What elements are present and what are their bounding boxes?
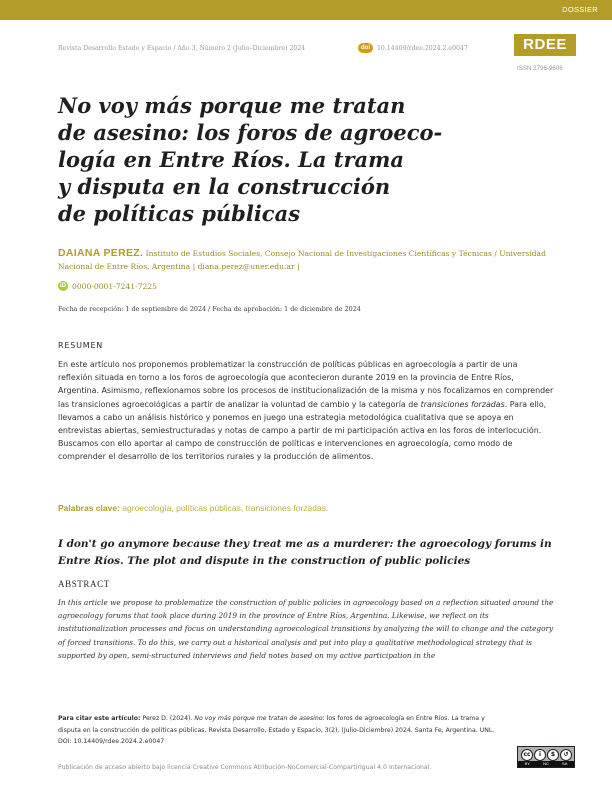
keywords-label: Palabras clave: xyxy=(58,503,120,513)
resumen-heading: RESUMEN xyxy=(58,341,104,350)
author-block xyxy=(58,247,553,273)
title-line: de políticas públicas xyxy=(58,201,301,226)
cc-label-sa: SA xyxy=(562,761,568,766)
orcid-link[interactable]: 0000-0001-7241-7225 xyxy=(72,282,157,291)
abstract-text: In this article we propose to problematize the construction of public policies in agroecology based on a reflection situated around the agroecology forums that took place during 2019 in the province of Entre Ríos, Argentina. Likewise, we reflect on its institutionalization processes and focus on understanding agroecological transitions by analyzing the will to change and the category of forced transitions. To do this, we carry out a historical analysis and put into play a qualitative methodological strategy that is supported by open, semi-structured interviews and field notes based on my active participation in the xyxy=(58,598,554,660)
cc-label-by: BY xyxy=(524,761,530,766)
top-bar xyxy=(0,0,612,20)
author-affiliation[interactable]: Instituto de Estudios Sociales, Consejo Nacional de Investigaciones Científicas y Técnicas / Universidad Nacional de Entre Ríos, Argentina | diana.perez@uner.edu.ar | xyxy=(58,249,546,271)
creative-commons-badge[interactable] xyxy=(517,746,575,768)
title-line: logía en Entre Ríos. La trama xyxy=(58,147,404,172)
title-line: No voy más porque me tratan xyxy=(58,93,406,118)
attribution-icon: i xyxy=(534,749,546,761)
title-line: y disputa en la construcción xyxy=(58,174,391,199)
journal-issue: Año 3, Número 2 (Julio–Diciembre) 2024 xyxy=(177,45,306,52)
keywords xyxy=(58,503,328,513)
doi-link[interactable]: 10.14409/rdee.2024.2.e0047 xyxy=(377,45,468,52)
orcid-icon: iD xyxy=(60,283,66,289)
citation-label: Para citar este artículo: xyxy=(58,715,141,722)
journal-logo: RDEE xyxy=(514,34,576,56)
article-title xyxy=(58,92,478,227)
issn: ISSN 2796-9606 xyxy=(517,65,563,72)
journal-name: Revista Desarrollo Estado y Espacio xyxy=(58,45,172,52)
author-name: DAIANA PEREZ. xyxy=(58,247,144,259)
abstract-heading: ABSTRACT xyxy=(58,579,110,589)
citation-title: No voy más porque me tratan de asesino xyxy=(194,715,323,722)
license-note: Publicación de acceso abierto bajo licencia Creative Commons Atribución-NoComercial-CompartirIgual 4.0 Internacional. xyxy=(58,764,432,771)
submission-dates: Fecha de recepción: 1 de septiembre de 2024 / Fecha de aprobación: 1 de diciembre de 2024 xyxy=(58,305,361,313)
doi-icon: doi xyxy=(358,43,373,53)
section-label: DOSSIER xyxy=(562,5,598,14)
cc-label-nc: NC xyxy=(543,761,549,766)
sharealike-icon: ↺ xyxy=(560,749,572,761)
cc-icon: cc xyxy=(521,749,533,761)
journal-line: Revista Desarrollo Estado y Espacio / Año 3, Número 2 (Julio–Diciembre) 2024 xyxy=(58,45,306,52)
keywords-text: agroecología, políticas públicas, transiciones forzadas. xyxy=(122,503,329,513)
citation: Para citar este artículo: Perez D. (2024). No voy más porque me tratan de asesino: los foros de agroecología en Entre Ríos. La trama y disputa en la construcción de políticas públicas. Revista Desarrollo, Estado y Espacio, 3(2). (Julio-Diciembre) 2024. Santa Fe, Argentina. UNL. DOI: 10.14409/rdee.2024.2.e0047 xyxy=(58,715,495,746)
noncommercial-icon: $ xyxy=(547,749,559,761)
title-line: de asesino: los foros de agroeco- xyxy=(58,120,443,145)
english-title: I don't go anymore because they treat me as a murderer: the agroecology forums in Entre Ríos. The plot and dispute in the construction of public policies xyxy=(58,538,552,567)
resumen-emphasis: transiciones forzadas xyxy=(420,399,505,409)
resumen-text: En este artículo nos proponemos problematizar la construcción de políticas públicas en agroecología a partir de una reflexión situada en torno a los foros de agroecología que acontecieron durante 2019 en la provincia de Entre Ríos, Argentina. Asimismo, reflexionamos sobre los procesos de institucionalización de la misma y nos focalizamos en comprender las transiciones agroecológicas a partir de analizar la voluntad de cambio y la categoría de transiciones forzadas. Para ello, llevamos a cabo un análisis histórico y ponemos en juego una estrategia metodológica cualitativa que se apoya en entrevistas abiertas, semiestructuradas y notas de campo a partir de mi participación activa en los foros de interlocución. Buscamos con ello aportar al campo de construcción de políticas e intervenciones en agroecología, como modo de comprender el desarrollo de los territorios rurales y la producción de alimentos. xyxy=(58,360,554,462)
